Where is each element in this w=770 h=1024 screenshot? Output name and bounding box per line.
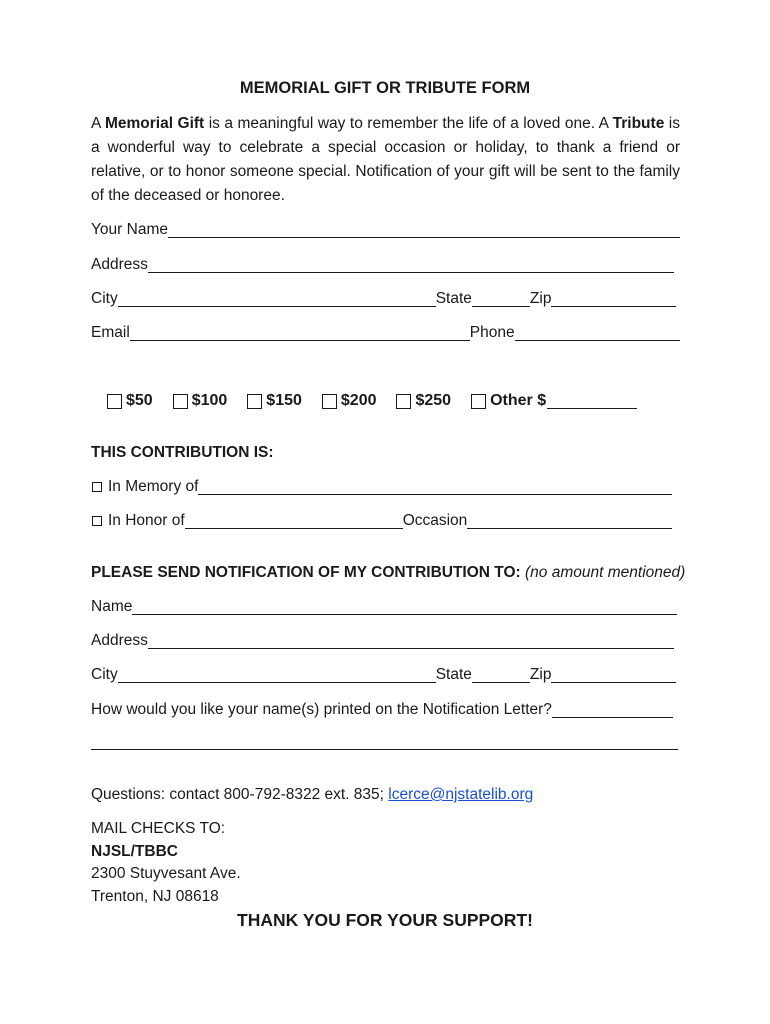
amount-option-250[interactable] [396,392,451,410]
notify-address-field[interactable] [148,631,674,649]
notify-name-field[interactable] [132,597,677,615]
amount-label-100: $100 [191,392,228,409]
other-amount-field[interactable] [547,393,637,409]
city-field[interactable] [118,289,436,307]
phone-field[interactable] [515,323,680,341]
contact-email-link[interactable]: lcerce@njstatelib.org [388,786,534,803]
address-label: Address [91,256,148,273]
email-field[interactable] [130,323,470,341]
amount-label-150: $150 [266,392,302,409]
checkbox-200[interactable] [322,394,337,409]
state-field[interactable] [472,289,530,307]
in-memory-label: In Memory of [108,478,199,495]
city-label: City [91,290,118,307]
amount-options [107,388,637,414]
intro-text-1: A [91,115,105,132]
in-memory-row [91,475,672,499]
printed-name-line-row [91,732,678,754]
state-label: State [435,290,472,307]
printed-name-question: How would you like your name(s) printed on the Notification Letter? [91,701,552,718]
contribution-heading: THIS CONTRIBUTION IS: [91,444,274,461]
notify-address-row [91,629,674,653]
amount-label-250: $250 [415,392,452,409]
notify-name-row [91,595,677,619]
questions-line [91,783,681,807]
notification-heading: PLEASE SEND NOTIFICATION OF MY CONTRIBUTION TO: [91,564,526,581]
in-memory-field[interactable] [198,477,672,495]
notify-state-label: State [435,666,472,683]
mail-checks-label: MAIL CHECKS TO: [91,820,226,837]
occasion-label: Occasion [402,512,468,529]
printed-name-field-2[interactable] [91,732,678,750]
city-row [91,287,676,311]
intro-text-2: is a meaningful way to remember the life of a loved one. A [204,115,613,132]
notify-city-row [91,663,676,687]
in-memory-checkbox[interactable] [92,482,102,492]
email-row [91,321,680,345]
amount-option-150[interactable] [247,392,302,410]
amount-option-200[interactable] [322,392,377,410]
checkbox-250[interactable] [396,394,411,409]
printed-name-field[interactable] [552,700,673,718]
your-name-row [91,218,680,242]
address-row [91,253,674,277]
occasion-field[interactable] [467,511,672,529]
notify-name-label: Name [91,598,133,615]
phone-label: Phone [469,324,515,341]
notification-note: (no amount mentioned) [525,564,686,581]
amount-option-100[interactable] [173,392,228,410]
tribute-term: Tribute [612,115,665,132]
form-title: MEMORIAL GIFT OR TRIBUTE FORM [239,79,531,97]
amount-option-50[interactable] [107,392,153,410]
thank-you-message: THANK YOU FOR YOUR SUPPORT! [237,910,533,930]
amount-label-200: $200 [340,392,377,409]
intro-paragraph [91,112,680,208]
in-honor-label: In Honor of [108,512,185,529]
other-amount-label: Other $ [490,392,547,409]
amount-label-50: $50 [126,392,153,409]
email-label: Email [91,324,130,341]
mail-org: NJSL/TBBC [91,843,178,860]
memorial-gift-term: Memorial Gift [104,115,205,132]
checkbox-100[interactable] [173,394,188,409]
in-honor-row [91,509,672,533]
questions-text: Questions: contact 800-792-8322 ext. 835; [91,786,389,803]
checkbox-other[interactable] [471,394,486,409]
printed-name-row [91,698,673,722]
checkbox-150[interactable] [247,394,262,409]
mail-city: Trenton, NJ 08618 [91,888,219,905]
your-name-label: Your Name [91,221,168,238]
mail-street: 2300 Stuyvesant Ave. [91,865,241,882]
intro-text-3: is a wonderful way to celebrate a special occasion or holiday, to thank a friend or relative, or to honor someone special. Notification of your gift will be sent to the family of the deceased or honoree. [91,115,680,204]
in-honor-checkbox[interactable] [92,516,102,526]
checkbox-50[interactable] [107,394,122,409]
notify-zip-field[interactable] [551,665,676,683]
zip-field[interactable] [551,289,676,307]
address-field[interactable] [148,255,674,273]
zip-label: Zip [529,290,552,307]
notify-address-label: Address [91,632,148,649]
notify-zip-label: Zip [529,666,552,683]
your-name-field[interactable] [168,220,680,238]
notify-state-field[interactable] [472,665,530,683]
notify-city-field[interactable] [118,665,436,683]
notification-heading-row [91,561,686,585]
notify-city-label: City [91,666,118,683]
amount-option-other[interactable] [471,392,637,410]
in-honor-field[interactable] [185,511,403,529]
